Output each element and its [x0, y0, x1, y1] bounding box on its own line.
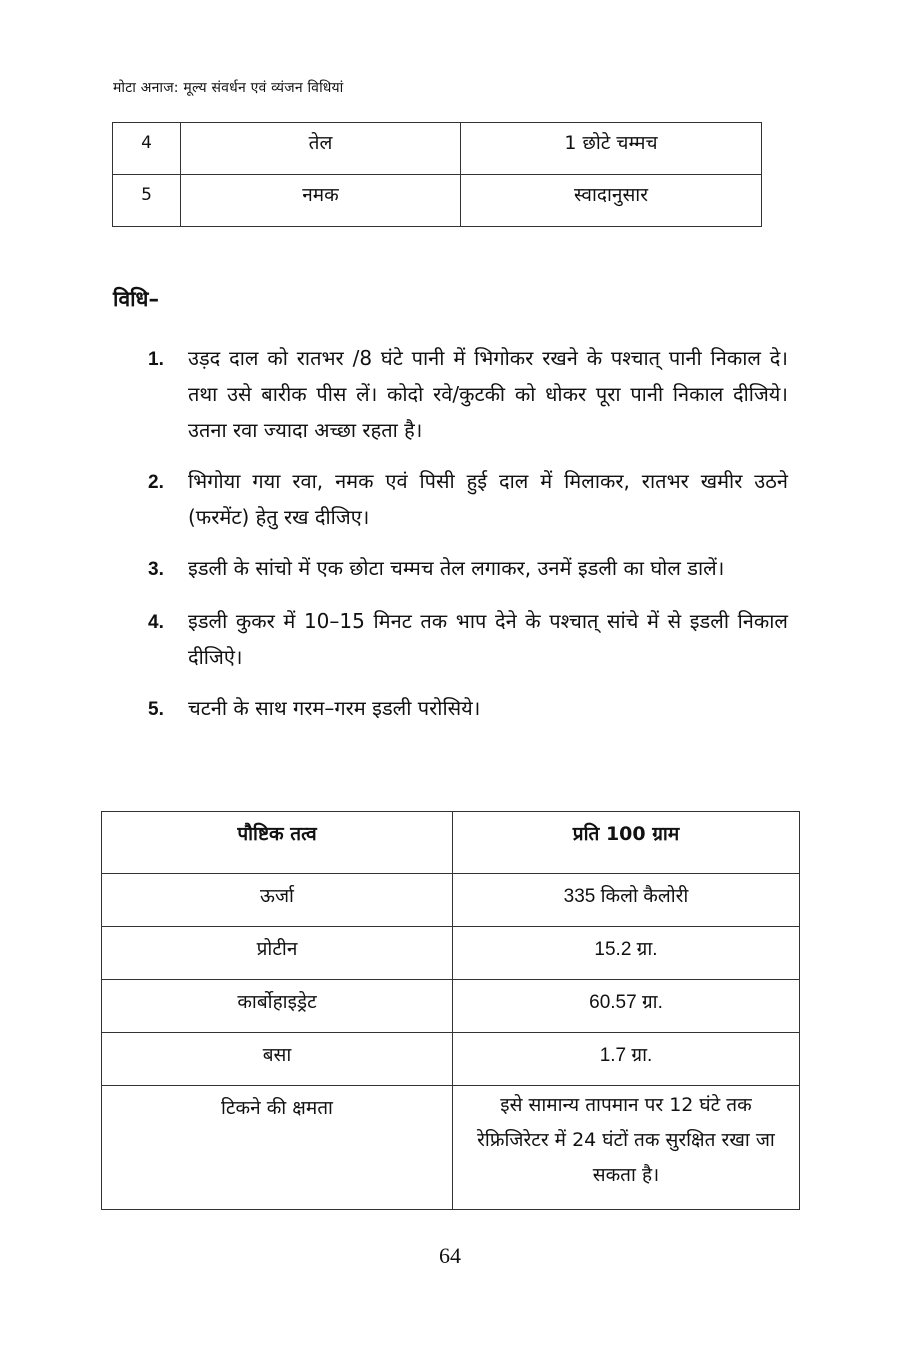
table-row: [102, 1086, 800, 1210]
step-text: इडली कुकर में 10–15 मिनट तक भाप देने के पश्चात् सांचे में से इडली निकाल दीजिऐ।: [188, 609, 788, 669]
table-row: [102, 980, 800, 1033]
nutrient-name: ऊर्जा: [102, 874, 453, 927]
table-header-row: [102, 812, 800, 874]
step-number: 4.: [148, 612, 164, 633]
table-row: [102, 874, 800, 927]
table-row: [113, 175, 762, 227]
per-100g-column-header: प्रति 100 ग्राम: [453, 812, 800, 874]
nutrient-name: कार्बोहाइड्रेट: [102, 980, 453, 1033]
nutrient-value: 335 किलो कैलोरी: [453, 874, 800, 927]
step-text: चटनी के साथ गरम–गरम इडली परोसिये।: [188, 696, 481, 720]
list-item: [148, 550, 788, 588]
nutrient-value: इसे सामान्य तापमान पर 12 घंटे तक रेफ्रिजिरेटर में 24 घंटों तक सुरक्षित रखा जा सकता है।: [453, 1086, 800, 1210]
step-text: उड़द दाल को रातभर /8 घंटे पानी में भिगोकर रखने के पश्चात् पानी निकाल दे। तथा उसे बारीक पीस लें। कोदो रवे/कुटकी को धोकर पूरा पानी निकाल दीजिये। उतना रवा ज्यादा अच्छा रहता है।: [188, 346, 788, 442]
nutrient-value: 15.2 ग्रा.: [453, 927, 800, 980]
method-heading: विधि–: [113, 287, 159, 311]
nutrient-column-header: पौष्टिक तत्व: [102, 812, 453, 874]
method-steps-list: [148, 340, 788, 743]
step-text: इडली के सांचो में एक छोटा चम्मच तेल लगाकर, उनमें इडली का घोल डालें।: [188, 556, 725, 580]
table-row: [113, 123, 762, 175]
step-text: भिगोया गया रवा, नमक एवं पिसी हुई दाल में मिलाकर, रातभर खमीर उठने (फरमेंट) हेतु रख दीजिए।: [188, 469, 788, 529]
table-row: [102, 927, 800, 980]
step-number: 1.: [148, 349, 164, 370]
ingredient-name: तेल: [181, 123, 461, 175]
step-number: 3.: [148, 559, 164, 580]
nutrient-name: प्रोटीन: [102, 927, 453, 980]
step-number: 5.: [148, 699, 164, 720]
ingredients-table: [112, 122, 762, 227]
step-number: 2.: [148, 472, 164, 493]
ingredient-number: 5: [113, 175, 181, 227]
ingredient-number: 4: [113, 123, 181, 175]
table-row: [102, 1033, 800, 1086]
ingredient-name: नमक: [181, 175, 461, 227]
nutrient-value: 60.57 ग्रा.: [453, 980, 800, 1033]
list-item: [148, 463, 788, 535]
list-item: [148, 340, 788, 448]
ingredient-quantity: स्वादानुसार: [461, 175, 762, 227]
ingredient-quantity: 1 छोटे चम्मच: [461, 123, 762, 175]
list-item: [148, 603, 788, 675]
running-header: मोटा अनाज: मूल्य संवर्धन एवं व्यंजन विधियां: [113, 80, 344, 96]
page-number: 64: [439, 1243, 461, 1268]
nutrient-value: 1.7 ग्रा.: [453, 1033, 800, 1086]
nutrient-name: बसा: [102, 1033, 453, 1086]
nutrient-name: टिकने की क्षमता: [102, 1086, 453, 1210]
list-item: [148, 690, 788, 728]
nutrition-table: [101, 811, 800, 1210]
